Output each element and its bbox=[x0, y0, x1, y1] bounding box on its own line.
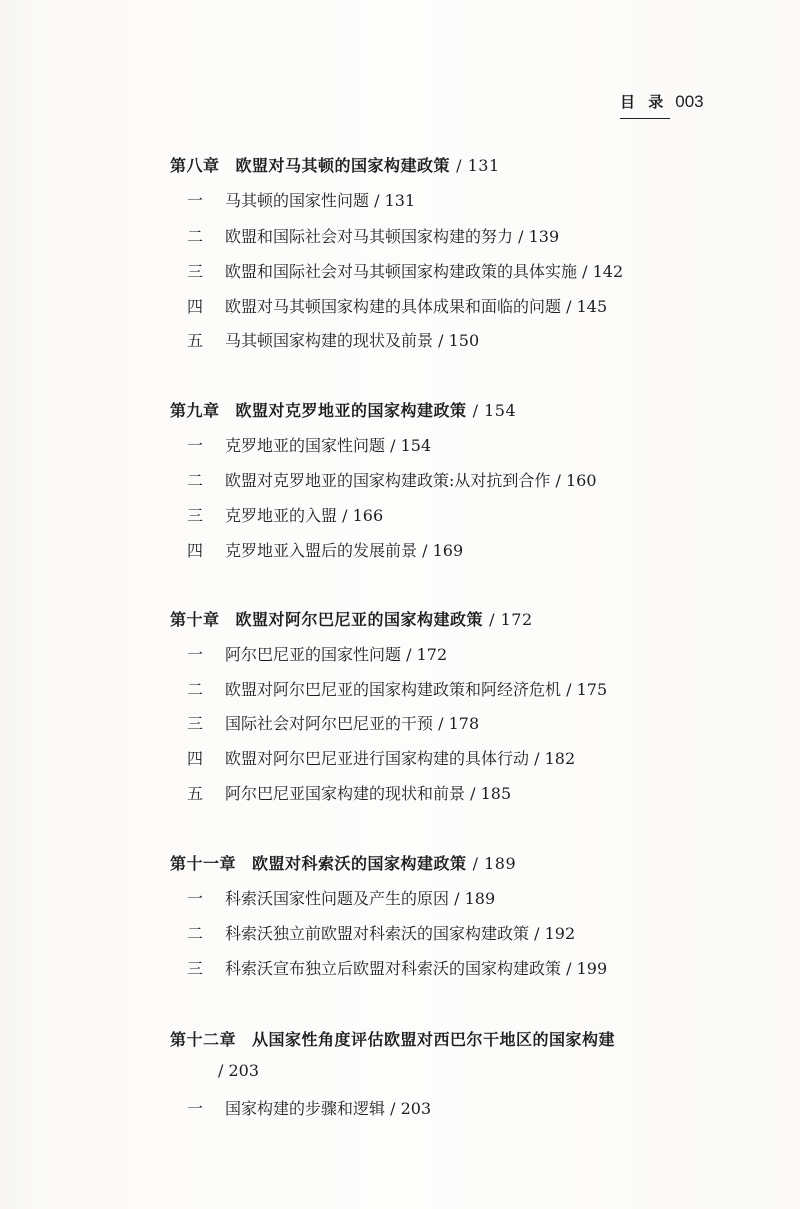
chapter-page: / 131 bbox=[456, 156, 500, 175]
chapter-title: 欧盟对克罗地亚的国家构建政策 bbox=[235, 401, 467, 420]
chapter-number: 第十一章 bbox=[170, 854, 237, 873]
chapter-number: 第九章 bbox=[170, 401, 220, 420]
chapter-number: 第八章 bbox=[170, 156, 220, 175]
section-page: / 185 bbox=[470, 784, 512, 803]
section-number: 二 bbox=[187, 924, 204, 943]
section-title: 国家构建的步骤和逻辑 bbox=[225, 1099, 386, 1118]
section-entry bbox=[187, 921, 575, 944]
section-entry bbox=[187, 224, 559, 247]
chapter-heading bbox=[170, 398, 516, 421]
section-page: / 150 bbox=[438, 331, 480, 350]
section-entry bbox=[187, 538, 463, 561]
section-number: 五 bbox=[187, 784, 204, 803]
section-entry bbox=[187, 642, 447, 665]
section-entry bbox=[187, 781, 511, 804]
section-entry bbox=[187, 1096, 431, 1119]
section-page: / 178 bbox=[438, 714, 480, 733]
section-number: 四 bbox=[187, 541, 204, 560]
header-label: 目 录 bbox=[620, 93, 668, 111]
chapter-heading bbox=[170, 153, 500, 176]
section-title: 科索沃国家性问题及产生的原因 bbox=[225, 889, 450, 908]
header-page-number: 003 bbox=[675, 92, 704, 111]
section-number: 三 bbox=[187, 262, 204, 281]
section-number: 三 bbox=[187, 506, 204, 525]
section-number: 三 bbox=[187, 714, 204, 733]
section-page: / 182 bbox=[534, 749, 576, 768]
section-title: 马其顿国家构建的现状及前景 bbox=[225, 331, 434, 350]
section-page: / 139 bbox=[518, 227, 560, 246]
section-number: 一 bbox=[187, 191, 204, 210]
section-title: 克罗地亚入盟后的发展前景 bbox=[225, 541, 418, 560]
section-entry bbox=[187, 746, 575, 769]
section-page: / 172 bbox=[406, 645, 448, 664]
chapter-page: / 154 bbox=[472, 401, 517, 420]
section-entry bbox=[187, 711, 479, 734]
section-page: / 203 bbox=[390, 1099, 432, 1118]
section-number: 一 bbox=[187, 436, 204, 455]
section-entry bbox=[187, 468, 597, 491]
section-entry bbox=[187, 677, 607, 700]
section-page: / 175 bbox=[566, 680, 608, 699]
chapter-heading bbox=[170, 851, 516, 874]
section-entry bbox=[187, 188, 415, 211]
chapter-page: / 172 bbox=[489, 610, 533, 629]
section-title: 欧盟对克罗地亚的国家构建政策:从对抗到合作 bbox=[225, 471, 551, 490]
section-title: 欧盟对阿尔巴尼亚的国家构建政策和阿经济危机 bbox=[225, 680, 562, 699]
section-number: 三 bbox=[187, 959, 204, 978]
section-entry bbox=[187, 956, 607, 979]
section-page: / 166 bbox=[342, 506, 384, 525]
section-page: / 192 bbox=[534, 924, 576, 943]
section-title: 欧盟对阿尔巴尼亚进行国家构建的具体行动 bbox=[225, 749, 530, 768]
section-title: 克罗地亚的入盟 bbox=[225, 506, 338, 525]
section-number: 二 bbox=[187, 680, 204, 699]
chapter-title: 欧盟对阿尔巴尼亚的国家构建政策 bbox=[235, 610, 484, 629]
section-title: 科索沃宣布独立后欧盟对科索沃的国家构建政策 bbox=[225, 959, 562, 978]
section-title: 国际社会对阿尔巴尼亚的干预 bbox=[225, 714, 434, 733]
chapter-page: / 203 bbox=[218, 1061, 260, 1080]
section-number: 一 bbox=[187, 1099, 204, 1118]
section-page: / 131 bbox=[374, 191, 416, 210]
section-page: / 199 bbox=[566, 959, 608, 978]
section-number: 五 bbox=[187, 331, 204, 350]
section-number: 一 bbox=[187, 889, 204, 908]
chapter-heading bbox=[170, 1027, 615, 1050]
section-title: 马其顿的国家性问题 bbox=[225, 191, 370, 210]
section-title: 克罗地亚的国家性问题 bbox=[225, 436, 386, 455]
section-page: / 145 bbox=[566, 297, 608, 316]
chapter-number: 第十二章 bbox=[170, 1030, 237, 1049]
section-number: 二 bbox=[187, 471, 204, 490]
section-page: / 154 bbox=[390, 436, 432, 455]
chapter-title: 欧盟对科索沃的国家构建政策 bbox=[252, 854, 467, 873]
section-number: 四 bbox=[187, 297, 204, 316]
chapter-title: 欧盟对马其顿的国家构建政策 bbox=[235, 156, 451, 175]
running-header bbox=[620, 91, 704, 112]
section-title: 科索沃独立前欧盟对科索沃的国家构建政策 bbox=[225, 924, 530, 943]
section-entry bbox=[187, 294, 607, 317]
chapter-number: 第十章 bbox=[170, 610, 220, 629]
section-number: 四 bbox=[187, 749, 204, 768]
chapter-heading bbox=[170, 607, 533, 630]
section-title: 欧盟和国际社会对马其顿国家构建政策的具体实施 bbox=[225, 262, 578, 281]
section-page: / 160 bbox=[555, 471, 597, 490]
section-entry bbox=[187, 886, 495, 909]
section-page: / 189 bbox=[454, 889, 496, 908]
section-page: / 142 bbox=[582, 262, 624, 281]
chapter-title: 从国家性角度评估欧盟对西巴尔干地区的国家构建 bbox=[252, 1030, 616, 1049]
header-rule bbox=[620, 118, 670, 119]
section-number: 二 bbox=[187, 227, 204, 246]
section-entry bbox=[187, 433, 431, 456]
section-number: 一 bbox=[187, 645, 204, 664]
section-title: 阿尔巴尼亚的国家性问题 bbox=[225, 645, 402, 664]
section-title: 欧盟和国际社会对马其顿国家构建的努力 bbox=[225, 227, 514, 246]
section-entry bbox=[187, 503, 383, 526]
section-page: / 169 bbox=[422, 541, 464, 560]
chapter-page: / 189 bbox=[472, 854, 517, 873]
section-title: 阿尔巴尼亚国家构建的现状和前景 bbox=[225, 784, 466, 803]
section-entry bbox=[187, 259, 623, 282]
section-title: 欧盟对马其顿国家构建的具体成果和面临的问题 bbox=[225, 297, 562, 316]
section-entry bbox=[187, 328, 479, 351]
